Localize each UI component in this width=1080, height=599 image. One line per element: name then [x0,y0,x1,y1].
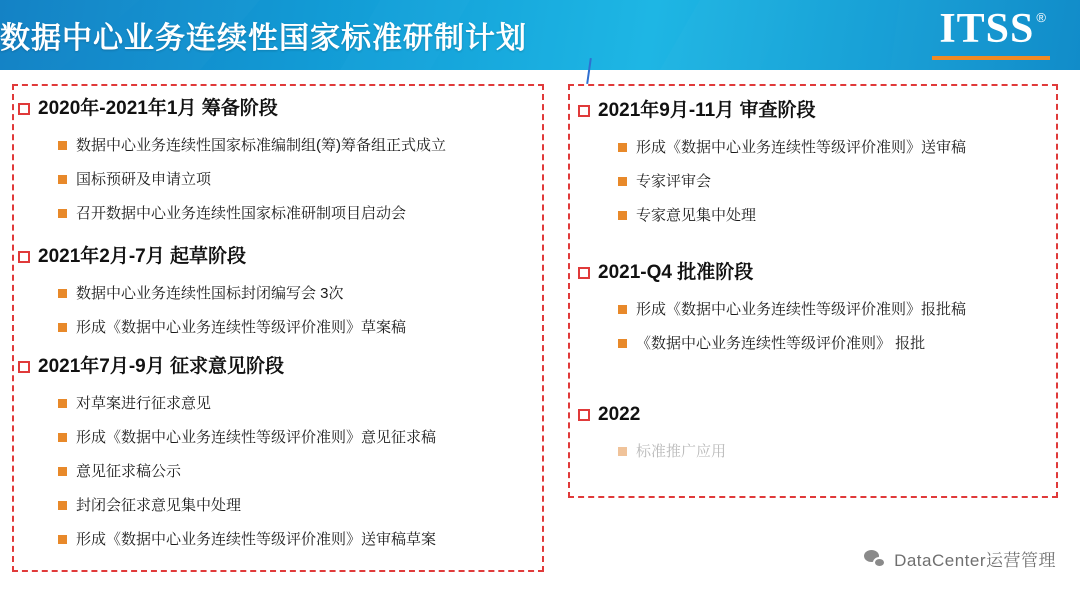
bullet-square-icon [58,175,67,184]
wechat-icon [864,550,886,568]
bullet-square-icon [58,141,67,150]
square-marker-icon [578,409,590,421]
list-item [578,333,966,354]
list-item [18,427,436,448]
list-item-label: 标准推广应用 [636,442,727,460]
bullet-square-icon [58,433,67,442]
list-item [18,393,436,414]
itss-logo [939,8,1046,50]
list-item [578,441,726,462]
bullet-list [578,137,966,226]
bullet-square-icon [618,143,627,152]
square-marker-icon [578,105,590,117]
list-item [18,203,446,224]
square-marker-icon [18,251,30,263]
section-group-2022 [578,402,726,462]
section-title: 2022 [598,404,641,425]
square-marker-icon [18,361,30,373]
list-item [578,171,966,192]
itss-logo-text: ITSS [939,6,1035,52]
section-title: 2021-Q4 批准阶段 [598,262,754,283]
section-heading [578,98,966,124]
section-heading [18,244,406,270]
bullet-square-icon [58,467,67,476]
square-marker-icon [578,267,590,279]
bullet-list [18,283,406,338]
section-group-preparation [18,96,446,224]
list-item-label: 形成《数据中心业务连续性等级评价准则》送审稿草案 [76,530,437,548]
bullet-square-icon [618,339,627,348]
bullet-list [18,135,446,224]
bullet-square-icon [58,209,67,218]
section-title: 2020年-2021年1月 筹备阶段 [38,98,278,119]
bullet-square-icon [618,447,627,456]
section-heading [18,96,446,122]
list-item [18,169,446,190]
page-title: 数据中心业务连续性国家标准研制计划 [0,22,527,55]
right-timeline-panel [568,84,1058,498]
section-title: 2021年7月-9月 征求意见阶段 [38,356,285,377]
bullet-list [578,299,966,354]
list-item-label: 数据中心业务连续性国标封闭编写会 3次 [76,284,344,302]
bullet-square-icon [58,323,67,332]
list-item [18,283,406,304]
bullet-square-icon [58,501,67,510]
square-marker-icon [18,103,30,115]
bullet-square-icon [618,211,627,220]
section-title: 2021年2月-7月 起草阶段 [38,246,247,267]
bullet-list [578,441,726,462]
list-item [18,317,406,338]
list-item-label: 形成《数据中心业务连续性等级评价准则》草案稿 [76,318,407,336]
bullet-square-icon [618,177,627,186]
list-item [18,135,446,156]
section-group-review [578,98,966,226]
section-heading [578,402,726,428]
list-item [18,461,436,482]
list-item-label: 召开数据中心业务连续性国家标准研制项目启动会 [76,204,407,222]
list-item [18,495,436,516]
list-item-label: 数据中心业务连续性国家标准编制组(筹)筹备组正式成立 [76,136,446,154]
list-item-label: 国标预研及申请立项 [76,170,212,188]
section-heading [578,260,966,286]
section-group-drafting [18,244,406,338]
bullet-square-icon [58,289,67,298]
list-item-label: 形成《数据中心业务连续性等级评价准则》意见征求稿 [76,428,437,446]
list-item-label: 封闭会征求意见集中处理 [76,496,242,514]
section-heading [18,354,436,380]
bullet-square-icon [58,399,67,408]
registered-mark-icon: ® [1036,10,1046,25]
section-group-comments [18,354,436,550]
header-banner [0,0,1080,70]
list-item-label: 形成《数据中心业务连续性等级评价准则》报批稿 [636,300,967,318]
list-item-label: 形成《数据中心业务连续性等级评价准则》送审稿 [636,138,967,156]
list-item-label: 意见征求稿公示 [76,462,182,480]
list-item [578,299,966,320]
list-item [578,137,966,158]
section-title: 2021年9月-11月 审查阶段 [598,100,816,121]
section-group-approval [578,260,966,354]
list-item [578,205,966,226]
wechat-watermark [864,546,1056,571]
list-item-label: 专家评审会 [636,172,712,190]
bullet-list [18,393,436,550]
list-item-label: 《数据中心业务连续性等级评价准则》 报批 [636,334,926,352]
bullet-square-icon [618,305,627,314]
list-item-label: 对草案进行征求意见 [76,394,212,412]
logo-underline-bar [932,56,1050,60]
wechat-account-name: DataCenter运营管理 [894,551,1056,570]
list-item-label: 专家意见集中处理 [636,206,757,224]
list-item [18,529,436,550]
bullet-square-icon [58,535,67,544]
